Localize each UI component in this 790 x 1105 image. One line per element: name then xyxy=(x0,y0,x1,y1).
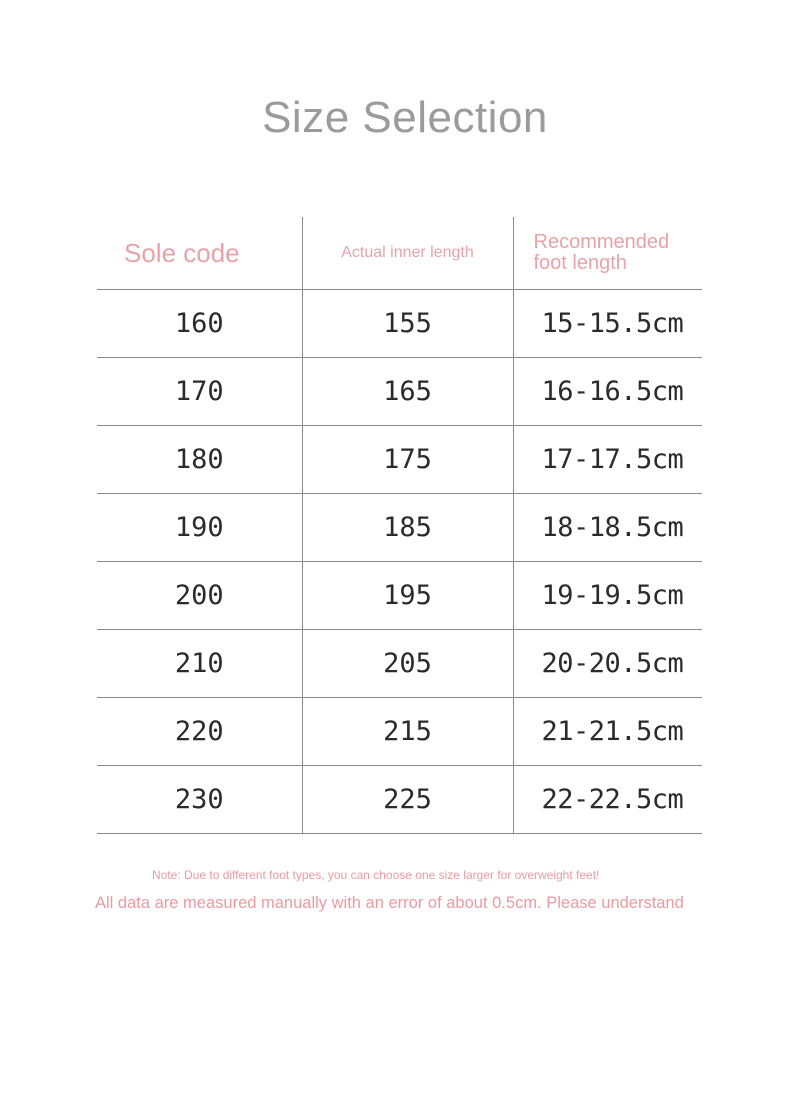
header-recommended-foot-length xyxy=(513,217,702,290)
sole-code-cell: 160 xyxy=(97,290,302,358)
inner-length-cell: 165 xyxy=(302,358,513,426)
sole-code-cell: 220 xyxy=(97,698,302,766)
foot-length-cell: 15-15.5cm xyxy=(513,290,702,358)
inner-length-cell: 195 xyxy=(302,562,513,630)
sole-code-cell: 230 xyxy=(97,766,302,834)
table-row xyxy=(97,290,702,358)
inner-length-cell: 225 xyxy=(302,766,513,834)
inner-length-cell: 215 xyxy=(302,698,513,766)
sole-code-cell: 200 xyxy=(97,562,302,630)
foot-length-cell: 17-17.5cm xyxy=(513,426,702,494)
header-recommended-line2: foot length xyxy=(533,252,627,274)
sole-code-cell: 170 xyxy=(97,358,302,426)
table-row xyxy=(97,562,702,630)
header-sole-code: Sole code xyxy=(97,217,302,290)
table-row xyxy=(97,766,702,834)
size-table xyxy=(97,217,702,834)
table-row xyxy=(97,494,702,562)
inner-length-cell: 185 xyxy=(302,494,513,562)
note-overweight-feet: Note: Due to different foot types, you can choose one size larger for overweight feet! xyxy=(152,868,600,882)
foot-length-cell: 22-22.5cm xyxy=(513,766,702,834)
table-header-row xyxy=(97,217,702,290)
inner-length-cell: 175 xyxy=(302,426,513,494)
table-row xyxy=(97,426,702,494)
foot-length-cell: 16-16.5cm xyxy=(513,358,702,426)
inner-length-cell: 155 xyxy=(302,290,513,358)
table-row xyxy=(97,630,702,698)
note-measurement-error: All data are measured manually with an error of about 0.5cm. Please understand xyxy=(95,894,684,912)
sole-code-cell: 210 xyxy=(97,630,302,698)
header-actual-inner-length: Actual inner length xyxy=(302,217,513,290)
sole-code-cell: 190 xyxy=(97,494,302,562)
foot-length-cell: 21-21.5cm xyxy=(513,698,702,766)
header-recommended-line1: Recommended xyxy=(533,231,670,253)
foot-length-cell: 18-18.5cm xyxy=(513,494,702,562)
inner-length-cell: 205 xyxy=(302,630,513,698)
table-row xyxy=(97,698,702,766)
page-title: Size Selection xyxy=(262,93,548,142)
table-row xyxy=(97,358,702,426)
foot-length-cell: 19-19.5cm xyxy=(513,562,702,630)
foot-length-cell: 20-20.5cm xyxy=(513,630,702,698)
sole-code-cell: 180 xyxy=(97,426,302,494)
